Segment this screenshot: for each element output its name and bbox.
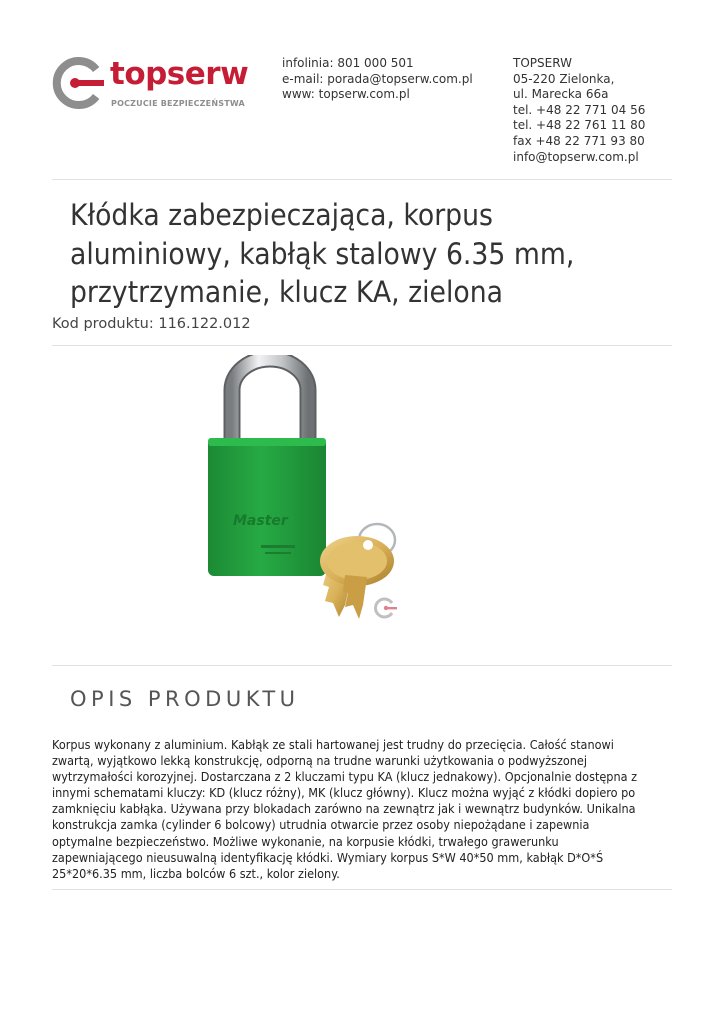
watermark-icon (376, 599, 397, 617)
section-heading: OPIS PRODUKTU (70, 687, 300, 711)
topserw-logo[interactable] (52, 55, 252, 113)
footer-divider (52, 889, 672, 890)
padlock-illustration (205, 355, 420, 630)
phone-2: tel. +48 22 761 11 80 (513, 118, 646, 133)
info-email-link[interactable]: info@topserw.com.pl (513, 149, 639, 164)
keys-icon (320, 536, 394, 619)
header-divider (52, 179, 672, 180)
email-link[interactable]: e-mail: porada@topserw.com.pl (282, 71, 473, 86)
product-description: Korpus wykonany z aluminium. Kabłąk ze stali hartowanej jest trudny do przecięcia. Całość stanowi zwartą, wyjątkowo lekką konstrukcję, odporną na trudne warunki użytkowania o podwyższonej wytrzymałości korozyjnej. Dostarczana z 2 kluczami typu KA (klucz jednakowy). Opcjonalnie dostępna z innymi schematami kluczy: KD (klucz różny), MK (klucz główny). Klucz można wyjąć z kłódki dopiero po zamknięciu kabłąka. Używana przy blokadach zarówno na zewnątrz jak i wewnątrz budynków. Unikalna konstrukcja zamka (cylinder 6 bolcowy) utrudnia otwarcie przez osoby niepożądane i zapewnia optymalne bezpieczeństwo. Możliwe wykonanie, na korpusie kłódki, trwałego grawerunku zapewniającego nieusuwalną identyfikację kłódki. Wymiary korpus S*W 40*50 mm, kabłąk D*O*Ś 25*20*6.35 mm, liczba bolców 6 szt., kolor zielony. (52, 738, 638, 881)
product-title: Kłódka zabezpieczająca, korpus aluminiowy, kabłąk stalowy 6.35 mm, przytrzymanie, klucz KA, zielona (70, 198, 575, 309)
phone-1: tel. +48 22 771 04 56 (513, 102, 646, 117)
shackle-icon (232, 359, 308, 447)
lock-body-icon (208, 438, 326, 576)
image-divider (52, 665, 672, 666)
product-image (205, 355, 420, 630)
hotline-text: infolinia: 801 000 501 (282, 56, 414, 70)
logo-mark-icon (52, 55, 108, 111)
logo-tagline: POCZUCIE BEZPIECZEŃSTWA (111, 99, 245, 108)
fax-number: fax +48 22 771 93 80 (513, 133, 645, 148)
company-address (513, 56, 645, 165)
contact-info (282, 56, 473, 103)
address-postal: 05-220 Zielonka, (513, 71, 615, 86)
product-code: Kod produktu: 116.122.012 (52, 316, 251, 332)
company-name: TOPSERW (513, 56, 572, 70)
address-street: ul. Marecka 66a (513, 87, 609, 102)
title-divider (52, 345, 672, 346)
website-link[interactable]: www: topserw.com.pl (282, 87, 410, 102)
logo-brand-text: topserw (110, 56, 249, 92)
lock-brand-label: Master (233, 513, 288, 529)
